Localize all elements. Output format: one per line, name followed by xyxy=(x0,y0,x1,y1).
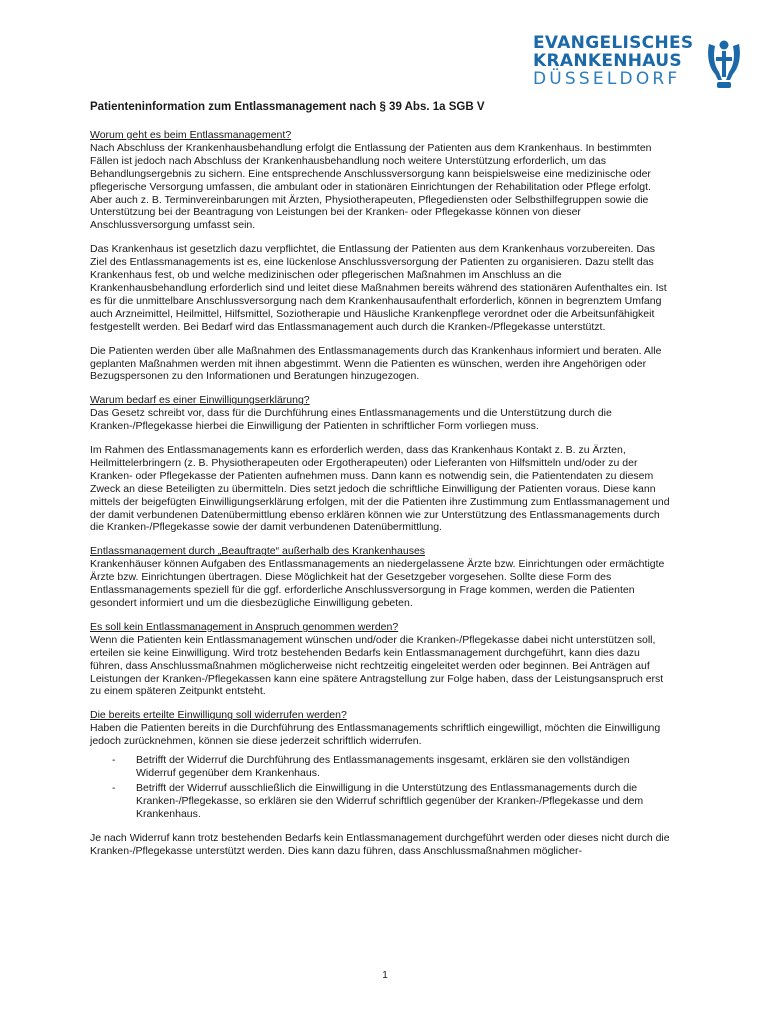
logo-wordmark xyxy=(533,34,703,88)
hospital-logo xyxy=(533,34,743,94)
section-heading: Warum bedarf es einer Einwilligungserklärung? xyxy=(90,394,310,407)
list-item xyxy=(90,754,672,780)
section-heading: Entlassmanagement durch „Beauftragte“ außerhalb des Krankenhauses xyxy=(90,545,426,558)
page-number: 1 xyxy=(382,970,388,981)
section-widerruf xyxy=(90,709,672,857)
list-dash: - xyxy=(112,754,116,767)
section-heading: Die bereits erteilte Einwilligung soll widerrufen werden? xyxy=(90,709,347,722)
list-item-text: Betrifft der Widerruf die Durchführung des Entlassmanagements insgesamt, erklären sie den vollständigen Widerruf gegenüber dem Krankenhaus. xyxy=(136,754,630,779)
widerruf-list xyxy=(90,754,672,821)
list-dash: - xyxy=(112,781,116,794)
section-beauftragte xyxy=(90,545,672,610)
list-item-text: Betrifft der Widerruf ausschließlich die Einwilligung in die Unterstützung des Entlassmanagements durch die Kranken-/Pflegekasse, so erklären sie den Widerruf schriftlich gegenüber der Kranken-/Pflegekasse und dem Krankenhaus. xyxy=(136,781,644,820)
paragraph: Die Patienten werden über alle Maßnahmen des Entlassmanagements durch das Krankenhaus informiert und beraten. Alle geplanten Maßnahmen werden mit ihnen abgestimmt. Wenn die Patienten es wünschen, werden ihre Angehörigen oder Bezugspersonen zu den Informationen und Beratungen hinzugezogen. xyxy=(90,344,662,383)
paragraph: Nach Abschluss der Krankenhausbehandlung erfolgt die Entlassung der Patienten aus dem Krankenhaus. In bestimmten Fällen ist jedoch nach Abschluss der Krankenhausbehandlung noch weitere Unterstützung erforderlich, um das Behandlungsergebnis zu sichern. Eine entsprechende Anschlussversorgung kann beispielsweise eine medizinische oder pflegerische Versorgung umfassen, die ambulant oder in stationären Einrichtungen der Rehabilitation oder Pflege erfolgt. Aber auch z. B. Terminvereinbarungen mit Ärzten, Physiotherapeuten, Pflegediensten oder Selbsthilfegruppen sowie die Unterstützung bei der Beantragung von Leistungen bei der Kranken- oder Pflegekasse können von dieser Anschlussversorgung umfasst sein. xyxy=(90,141,652,232)
section-worum xyxy=(90,129,672,383)
section-einwilligung xyxy=(90,394,672,534)
paragraph: Krankenhäuser können Aufgaben des Entlassmanagements an niedergelassene Ärzte bzw. Einrichtungen oder ermächtigte Ärzte bzw. Einrichtungen übertragen. Diese Möglichkeit hat der Gesetzgeber vorgesehen. Sollte diese Form des Entlassmanagements speziell für die ggf. erforderliche Anschlussversorgung in Frage kommen, werden die Patienten gesondert informiert und um die diesbezügliche Einwilligung gebeten. xyxy=(90,558,665,609)
section-heading: Es soll kein Entlassmanagement in Anspruch genommen werden? xyxy=(90,620,399,633)
logo-line-3: DÜSSELDORF xyxy=(533,69,681,89)
hands-cross-icon xyxy=(705,36,743,90)
logo-line-2: KRANKENHAUS xyxy=(533,51,682,71)
paragraph: Haben die Patienten bereits in die Durchführung des Entlassmanagements schriftlich eingewilligt, möchten die Einwilligung jedoch zurücknehmen, können sie diese jederzeit schriftlich widerrufen. xyxy=(90,722,661,748)
document-body xyxy=(90,100,672,868)
logo-line-1: EVANGELISCHES xyxy=(533,33,694,53)
list-item xyxy=(90,782,672,821)
paragraph: Je nach Widerruf kann trotz bestehenden Bedarfs kein Entlassmanagement durchgeführt werden oder dieses nicht durch die Kranken-/Pflegekasse unterstützt werden. Dies kann dazu führen, dass Anschlussmaßnahmen möglicher- xyxy=(90,831,670,857)
paragraph: Das Krankenhaus ist gesetzlich dazu verpflichtet, die Entlassung der Patienten aus dem Krankenhaus vorzubereiten. Das Ziel des Entlassmanagements ist es, eine lückenlose Anschlussversorgung der Patienten zu organisieren. Dazu stellt das Krankenhaus fest, ob und welche medizinischen oder pflegerischen Maßnahmen im Anschluss an die Krankenhausbehandlung erforderlich sind und leitet diese Maßnahmen bereits während des stationären Aufenthaltes ein. Ist es für die unmittelbare Anschlussversorgung nach dem Krankenhausaufenthalt erforderlich, können in begrenztem Umfang auch Arzneimittel, Heilmittel, Hilfsmittel, Soziotherapie und Häusliche Krankenpflege verordnet oder die Arbeitsunfähigkeit festgestellt werden. Bei Bedarf wird das Entlassmanagement auch durch die Kranken-/Pflegekasse unterstützt. xyxy=(90,243,667,333)
section-heading: Worum geht es beim Entlassmanagement? xyxy=(90,129,292,141)
document-title: Patienteninformation zum Entlassmanagement nach § 39 Abs. 1a SGB V xyxy=(90,101,485,113)
paragraph: Im Rahmen des Entlassmanagements kann es erforderlich werden, dass das Krankenhaus Kontakt z. B. zu Ärzten, Heilmittelerbringern (z. B. Physiotherapeuten oder Ergotherapeuten) oder Lieferanten von Hilfsmitteln und/oder zu der Kranken- oder Pflegekasse der Patienten aufnehmen muss. Dann kann es notwendig sein, die Patientendaten zu diesem Zweck an diese Beteiligten zu übermitteln. Dies setzt jedoch die schriftliche Einwilligung der Patienten voraus. Diese kann mittels der beigefügten Einwilligungserklärung erfolgen, mit der die Patienten ihre Zustimmung zum Entlassmanagement und der damit verbundenen Datenübermittlung ebenso erklären können wie zur Unterstützung des Entlassmanagements durch die Kranken-/Pflegekasse sowie der damit verbundenen Datenübermittlung. xyxy=(90,444,670,534)
section-kein-entlassmanagement xyxy=(90,621,672,698)
paragraph: Wenn die Patienten kein Entlassmanagement wünschen und/oder die Kranken-/Pflegekasse dabei nicht unterstützen soll, erteilen sie keine Einwilligung. Wird trotz bestehenden Bedarfs kein Entlassmanagement durchgeführt, kann dies dazu führen, dass Anschlussmaßnahmen möglicherweise nicht rechtzeitig eingeleitet werden oder beginnen. Bei Anträgen auf Leistungen der Kranken-/Pflegekassen kann eine spätere Antragstellung zur Folge haben, dass der Leistungsanspruch erst zu einem späteren Zeitpunkt entsteht. xyxy=(90,633,664,698)
paragraph: Das Gesetz schreibt vor, dass für die Durchführung eines Entlassmanagements und die Unterstützung durch die Kranken-/Pflegekasse hierbei die Einwilligung der Patienten in schriftlicher Form vorliegen muss. xyxy=(90,407,612,433)
